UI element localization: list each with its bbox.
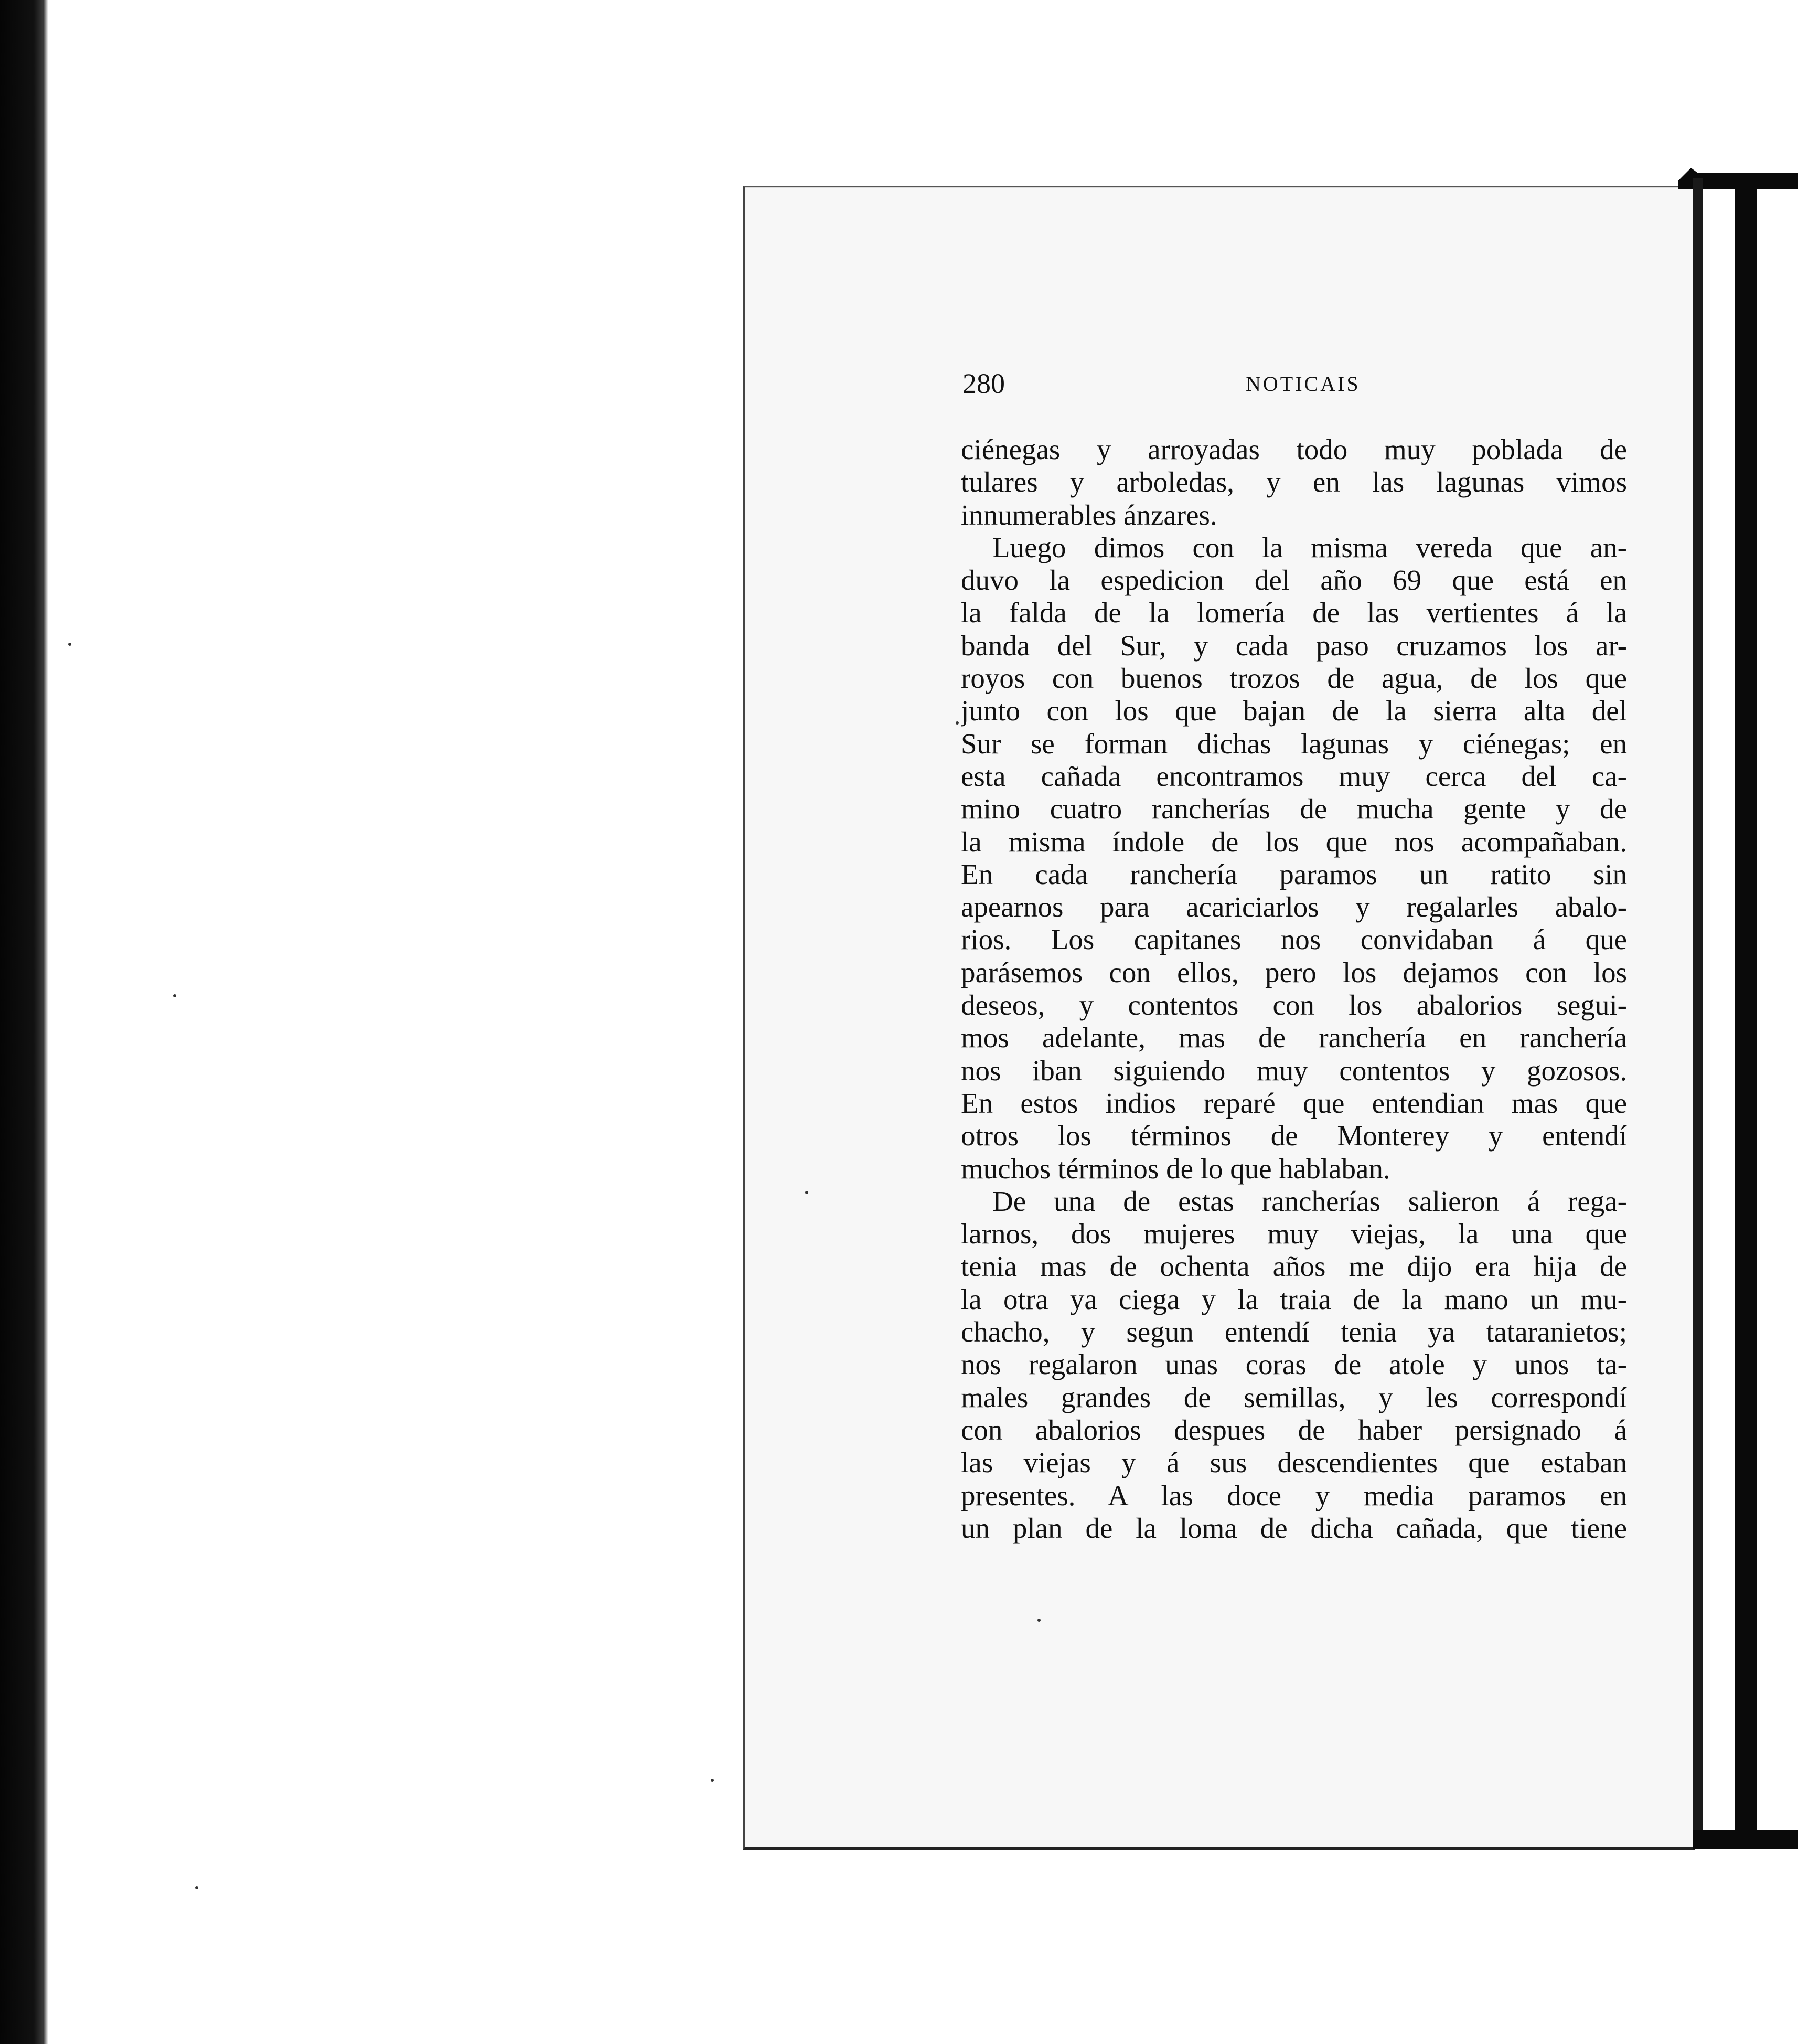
text-line: tulares y arboledas, y en las lagunas vimos [961, 466, 1627, 498]
scan-speck [68, 643, 71, 646]
text-line: ciénegas y arroyadas todo muy poblada de [961, 433, 1627, 465]
scan-film-edge [0, 0, 48, 2044]
text-line: mino cuatro rancherías de mucha gente y de [961, 793, 1627, 825]
binding-spine [1735, 173, 1757, 1849]
text-line: En cada ranchería paramos un ratito sin [961, 858, 1627, 890]
text-line: royos con buenos trozos de agua, de los que [961, 662, 1627, 695]
text-line: nos regalaron unas coras de atole y unos ta- [961, 1348, 1627, 1381]
binding-inner-edge [1693, 178, 1703, 1849]
book-binding-edge [1693, 168, 1798, 1847]
text-line: males grandes de semillas, y les correspondí [961, 1381, 1627, 1413]
scan-speck [1037, 1619, 1041, 1622]
scan-speck [805, 1191, 808, 1194]
text-line: chacho, y segun entendí tenia ya tataranietos; [961, 1316, 1627, 1348]
paragraph-start-line: Luego dimos con la misma vereda que an- [992, 531, 1627, 563]
text-line: mos adelante, mas de ranchería en ranchería [961, 1021, 1627, 1054]
text-line: la misma índole de los que nos acompañaban. [961, 825, 1627, 858]
scan-speck [711, 1779, 714, 1782]
scan-speck [956, 721, 959, 725]
text-line: apearnos para acariciarlos y regalarles abalo- [961, 891, 1627, 923]
text-line: otros los términos de Monterey y entendí [961, 1120, 1627, 1152]
body-text [961, 433, 1627, 1545]
text-line: rios. Los capitanes nos convidaban á que [961, 923, 1627, 956]
text-line: deseos, y contentos con los abalorios segui- [961, 989, 1627, 1021]
text-line: Sur se forman dichas lagunas y ciénegas; en [961, 727, 1627, 760]
text-line: la otra ya ciega y la traia de la mano un mu- [961, 1283, 1627, 1315]
paragraph-start-line: De una de estas rancherías salieron á rega- [992, 1185, 1627, 1217]
text-line: la falda de la lomería de las vertientes á la [961, 597, 1627, 629]
text-line: junto con los que bajan de la sierra alta del [961, 695, 1627, 727]
text-line: muchos términos de lo que hablaban. [961, 1152, 1390, 1185]
text-line: parásemos con ellos, pero los dejamos con los [961, 956, 1627, 988]
text-line: tenia mas de ochenta años me dijo era hija de [961, 1250, 1627, 1283]
text-line: nos iban siguiendo muy contentos y gozosos. [961, 1054, 1627, 1087]
text-line: un plan de la loma de dicha cañada, que tiene [961, 1511, 1627, 1544]
binding-gap [1757, 189, 1798, 1830]
binding-bottom-edge [1693, 1830, 1798, 1849]
text-line: innumerables ánzares. [961, 498, 1217, 531]
text-line: En estos indios reparé que entendian mas que [961, 1087, 1627, 1119]
running-header [962, 367, 1629, 404]
text-line: duvo la espedicion del año 69 que está en [961, 564, 1627, 597]
running-title: NOTICAIS [1246, 372, 1361, 396]
text-line: banda del Sur, y cada paso cruzamos los ar- [961, 629, 1627, 662]
text-line: con abalorios despues de haber persignado á [961, 1413, 1627, 1446]
text-line: esta cañada encontramos muy cerca del ca- [961, 760, 1627, 792]
text-line: las viejas y á sus descendientes que estaban [961, 1446, 1627, 1479]
text-line: larnos, dos mujeres muy viejas, la una que [961, 1218, 1627, 1250]
scan-speck [195, 1886, 198, 1889]
scan-speck [173, 994, 176, 997]
text-line: presentes. A las doce y media paramos en [961, 1479, 1627, 1511]
page-number: 280 [962, 368, 1005, 399]
